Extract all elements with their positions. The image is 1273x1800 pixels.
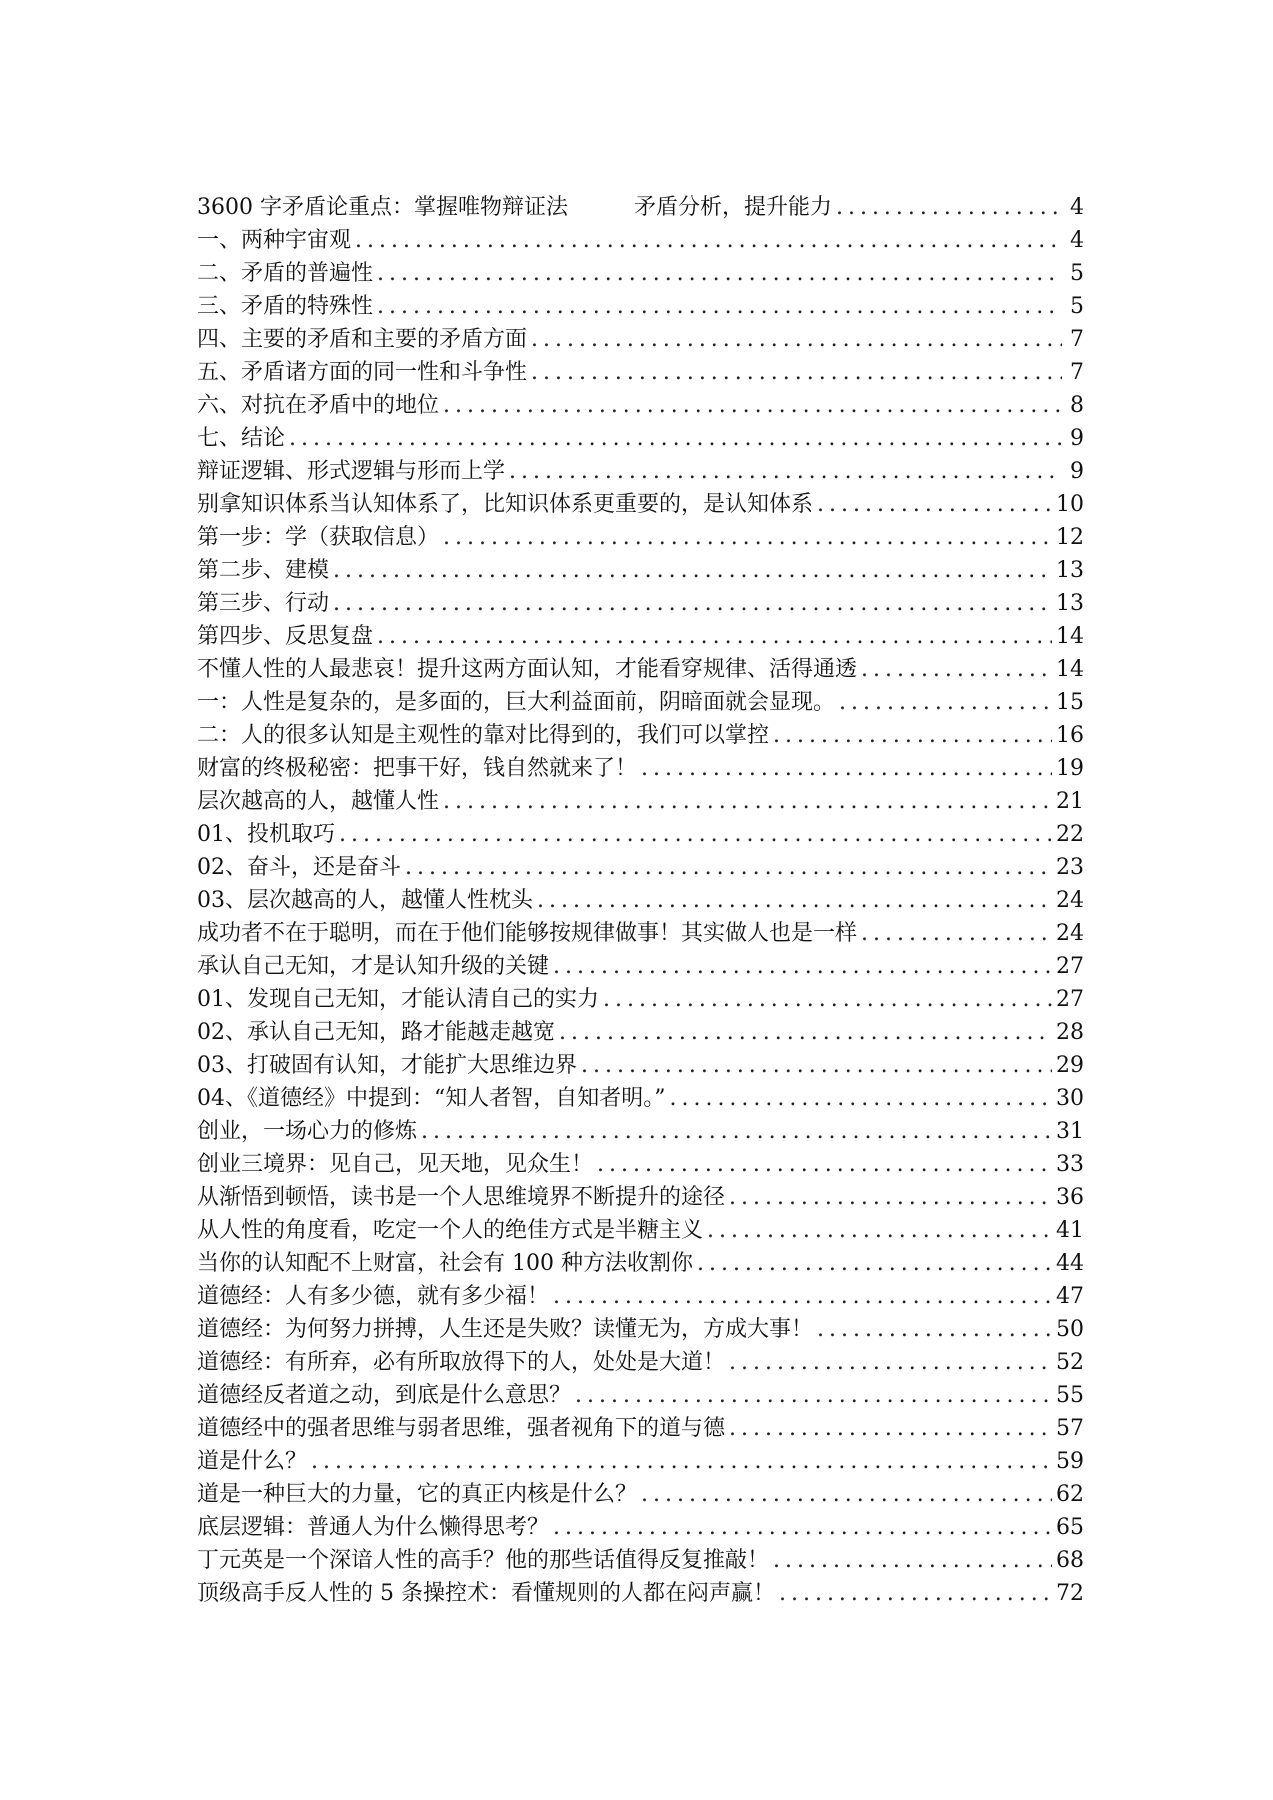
- toc-entry-title: 道德经：有所弃，必有所取放得下的人，处处是大道！: [197, 1350, 726, 1375]
- toc-dot-leader: [443, 785, 1052, 818]
- toc-entry-page-number: 27: [1056, 987, 1084, 1012]
- toc-entry-page-number: 50: [1056, 1317, 1084, 1342]
- toc-entry-title: 从渐悟到顿悟，读书是一个人思维境界不断提升的途径: [197, 1185, 726, 1210]
- toc-entry-page-number: 27: [1056, 954, 1084, 979]
- toc-entry-title: 二、矛盾的普遍性: [197, 261, 374, 286]
- toc-entry[interactable]: [197, 818, 1084, 851]
- toc-entry-page-number: 5: [1070, 261, 1084, 286]
- toc-entry-title: 一、两种宇宙观: [197, 228, 352, 253]
- toc-entry[interactable]: [197, 917, 1084, 950]
- toc-entry-title: 道德经：人有多少德，就有多少福！: [197, 1284, 550, 1309]
- toc-entry-page-number: 4: [1070, 228, 1084, 253]
- toc-entry[interactable]: [197, 752, 1084, 785]
- toc-entry-page-number: 55: [1056, 1383, 1084, 1408]
- toc-dot-leader: [603, 983, 1052, 1016]
- toc-entry-page-number: 9: [1070, 426, 1084, 451]
- toc-entry-page-number: 36: [1056, 1185, 1084, 1210]
- toc-dot-leader: [779, 1577, 1052, 1610]
- toc-entry-title: 不懂人性的人最悲哀！提升这两方面认知，才能看穿规律、活得通透: [197, 657, 858, 682]
- toc-entry-page-number: 12: [1056, 525, 1084, 550]
- toc-entry-page-number: 47: [1056, 1284, 1084, 1309]
- toc-entry[interactable]: [197, 587, 1084, 620]
- toc-entry-page-number: 28: [1056, 1020, 1084, 1045]
- toc-entry-page-number: 44: [1056, 1251, 1084, 1276]
- toc-dot-leader: [311, 1445, 1052, 1478]
- toc-entry-title: 02、奋斗，还是奋斗: [197, 855, 401, 880]
- toc-entry[interactable]: [197, 1478, 1084, 1511]
- toc-entry[interactable]: [197, 1577, 1084, 1610]
- toc-dot-leader: [355, 224, 1062, 257]
- toc-dot-leader: [421, 1115, 1052, 1148]
- toc-entry-page-number: 24: [1056, 888, 1084, 913]
- toc-entry[interactable]: [197, 950, 1084, 983]
- toc-entry[interactable]: [197, 422, 1084, 455]
- toc-entry-title: 七、结论: [197, 426, 286, 451]
- toc-dot-leader: [377, 620, 1052, 653]
- toc-entry-title: 从人性的角度看，吃定一个人的绝佳方式是半糖主义: [197, 1218, 704, 1243]
- toc-entry-title: 道德经反者道之动，到底是什么意思？: [197, 1383, 572, 1408]
- toc-entry-title: 03、打破固有认知，才能扩大思维边界: [197, 1053, 577, 1078]
- toc-dot-leader: [553, 1280, 1052, 1313]
- toc-entry-page-number: 24: [1056, 921, 1084, 946]
- toc-entry-title: 04、《道德经》中提到：“知人者智，自知者明。”: [197, 1086, 666, 1111]
- toc-entry-title: 层次越高的人，越懂人性: [197, 789, 440, 814]
- toc-entry-title: 四、主要的矛盾和主要的矛盾方面: [197, 327, 528, 352]
- toc-dot-leader: [729, 1412, 1052, 1445]
- toc-dot-leader: [537, 884, 1052, 917]
- toc-entry-title: 3600 字矛盾论重点：掌握唯物辩证法 矛盾分析，提升能力: [197, 195, 832, 220]
- toc-entry-title: 底层逻辑：普通人为什么懒得思考？: [197, 1515, 550, 1540]
- toc-entry[interactable]: [197, 488, 1084, 521]
- toc-entry-page-number: 4: [1070, 195, 1084, 220]
- toc-entry-page-number: 59: [1056, 1449, 1084, 1474]
- toc-entry-title: 道是什么？: [197, 1449, 308, 1474]
- toc-entry-title: 03、层次越高的人，越懂人性枕头: [197, 888, 533, 913]
- toc-dot-leader: [641, 752, 1052, 785]
- toc-entry-title: 承认自己无知，才是认知升级的关键: [197, 954, 550, 979]
- toc-dot-leader: [707, 1214, 1052, 1247]
- toc-dot-leader: [839, 686, 1052, 719]
- toc-entry[interactable]: [197, 1181, 1084, 1214]
- toc-entry-title: 第一步：学（获取信息）: [197, 525, 440, 550]
- toc-dot-leader: [729, 1181, 1052, 1214]
- toc-entry[interactable]: [197, 1412, 1084, 1445]
- toc-dot-leader: [443, 521, 1052, 554]
- toc-dot-leader: [339, 818, 1052, 851]
- toc-dot-leader: [670, 1082, 1053, 1115]
- toc-entry-page-number: 15: [1056, 690, 1084, 715]
- toc-entry-page-number: 62: [1056, 1482, 1084, 1507]
- toc-entry[interactable]: [197, 785, 1084, 818]
- toc-entry-page-number: 7: [1070, 360, 1084, 385]
- toc-entry-title: 成功者不在于聪明，而在于他们能够按规律做事！其实做人也是一样: [197, 921, 858, 946]
- toc-dot-leader: [333, 587, 1052, 620]
- toc-dot-leader: [773, 719, 1052, 752]
- toc-entry-page-number: 22: [1056, 822, 1084, 847]
- toc-entry[interactable]: [197, 1445, 1084, 1478]
- toc-entry[interactable]: [197, 521, 1084, 554]
- toc-entry-page-number: 29: [1056, 1053, 1084, 1078]
- toc-entry-page-number: 23: [1056, 855, 1084, 880]
- toc-dot-leader: [817, 488, 1052, 521]
- toc-entry-title: 顶级高手反人性的 5 条操控术：看懂规则的人都在闷声赢！: [197, 1581, 775, 1606]
- toc-dot-leader: [575, 1379, 1052, 1412]
- toc-entry-title: 01、发现自己无知，才能认清自己的实力: [197, 987, 599, 1012]
- toc-entry-title: 第三步、行动: [197, 591, 330, 616]
- toc-entry-page-number: 21: [1056, 789, 1084, 814]
- toc-entry[interactable]: [197, 224, 1084, 257]
- toc-entry[interactable]: [197, 884, 1084, 917]
- toc-entry-title: 别拿知识体系当认知体系了，比知识体系更重要的，是认知体系: [197, 492, 814, 517]
- toc-entry-page-number: 5: [1070, 294, 1084, 319]
- toc-entry-page-number: 10: [1056, 492, 1084, 517]
- toc-entry[interactable]: [197, 455, 1084, 488]
- toc-entry-page-number: 9: [1070, 459, 1084, 484]
- toc-entry[interactable]: [197, 290, 1084, 323]
- toc-dot-leader: [333, 554, 1052, 587]
- toc-entry[interactable]: [197, 389, 1084, 422]
- toc-dot-leader: [553, 950, 1052, 983]
- toc-entry-title: 一：人性是复杂的，是多面的，巨大利益面前，阴暗面就会显现。: [197, 690, 836, 715]
- toc-entry[interactable]: [197, 1379, 1084, 1412]
- toc-entry-page-number: 30: [1056, 1086, 1084, 1111]
- toc-entry-title: 道德经中的强者思维与弱者思维，强者视角下的道与德: [197, 1416, 726, 1441]
- toc-dot-leader: [531, 323, 1062, 356]
- toc-entry[interactable]: [197, 1115, 1084, 1148]
- toc-entry[interactable]: [197, 686, 1084, 719]
- toc-dot-leader: [773, 1544, 1052, 1577]
- toc-entry[interactable]: [197, 257, 1084, 290]
- toc-entry[interactable]: [197, 323, 1084, 356]
- toc-dot-leader: [553, 1511, 1052, 1544]
- toc-entry-title: 三、矛盾的特殊性: [197, 294, 374, 319]
- toc-entry[interactable]: [197, 1280, 1084, 1313]
- toc-dot-leader: [443, 389, 1062, 422]
- toc-entry-page-number: 13: [1056, 591, 1084, 616]
- toc-dot-leader: [641, 1478, 1052, 1511]
- toc-entry-page-number: 41: [1056, 1218, 1084, 1243]
- toc-dot-leader: [597, 1148, 1052, 1181]
- toc-entry[interactable]: [197, 851, 1084, 884]
- toc-entry-page-number: 7: [1070, 327, 1084, 352]
- toc-dot-leader: [861, 917, 1052, 950]
- toc-entry-page-number: 14: [1056, 624, 1084, 649]
- toc-entry[interactable]: [197, 1049, 1084, 1082]
- toc-dot-leader: [697, 1247, 1052, 1280]
- toc-entry-title: 五、矛盾诸方面的同一性和斗争性: [197, 360, 528, 385]
- toc-entry-title: 当你的认知配不上财富，社会有 100 种方法收割你: [197, 1251, 693, 1276]
- toc-entry[interactable]: [197, 356, 1084, 389]
- toc-dot-leader: [509, 455, 1062, 488]
- toc-entry[interactable]: [197, 1313, 1084, 1346]
- toc-dot-leader: [581, 1049, 1052, 1082]
- toc-entry-page-number: 65: [1056, 1515, 1084, 1540]
- toc-entry-page-number: 8: [1070, 393, 1084, 418]
- toc-entry[interactable]: [197, 1016, 1084, 1049]
- toc-entry[interactable]: [197, 1247, 1084, 1280]
- toc-dot-leader: [861, 653, 1052, 686]
- toc-entry-page-number: 52: [1056, 1350, 1084, 1375]
- toc-entry-page-number: 72: [1056, 1581, 1084, 1606]
- toc-entry-title: 道是一种巨大的力量，它的真正内核是什么？: [197, 1482, 638, 1507]
- toc-entry[interactable]: [197, 191, 1084, 224]
- toc-dot-leader: [377, 257, 1062, 290]
- toc-dot-leader: [559, 1016, 1052, 1049]
- toc-dot-leader: [729, 1346, 1052, 1379]
- toc-entry-title: 02、承认自己无知，路才能越走越宽: [197, 1020, 555, 1045]
- toc-entry-title: 创业，一场心力的修炼: [197, 1119, 418, 1144]
- toc-entry-page-number: 16: [1056, 723, 1084, 748]
- toc-entry[interactable]: [197, 1148, 1084, 1181]
- toc-entry[interactable]: [197, 1082, 1084, 1115]
- toc-entry-page-number: 33: [1056, 1152, 1084, 1177]
- toc-entry-page-number: 57: [1056, 1416, 1084, 1441]
- toc-dot-leader: [817, 1313, 1052, 1346]
- toc-dot-leader: [289, 422, 1062, 455]
- toc-entry-page-number: 68: [1056, 1548, 1084, 1573]
- toc-entry[interactable]: [197, 719, 1084, 752]
- toc-entry[interactable]: [197, 983, 1084, 1016]
- toc-entry-title: 第二步、建模: [197, 558, 330, 583]
- toc-entry-page-number: 19: [1056, 756, 1084, 781]
- toc-entry-title: 财富的终极秘密：把事干好，钱自然就来了！: [197, 756, 638, 781]
- toc-entry-title: 创业三境界：见自己，见天地，见众生！: [197, 1152, 594, 1177]
- toc-entry[interactable]: [197, 620, 1084, 653]
- toc-entry-title: 01、投机取巧: [197, 822, 335, 847]
- toc-entry-title: 第四步、反思复盘: [197, 624, 374, 649]
- toc-entry[interactable]: [197, 1544, 1084, 1577]
- toc-entry-page-number: 14: [1056, 657, 1084, 682]
- toc-entry[interactable]: [197, 1511, 1084, 1544]
- toc-entry-title: 丁元英是一个深谙人性的高手？他的那些话值得反复推敲！: [197, 1548, 770, 1573]
- toc-dot-leader: [531, 356, 1062, 389]
- toc-entry-title: 六、对抗在矛盾中的地位: [197, 393, 440, 418]
- toc-entry[interactable]: [197, 653, 1084, 686]
- toc-entry-title: 二：人的很多认知是主观性的靠对比得到的，我们可以掌控: [197, 723, 770, 748]
- toc-dot-leader: [836, 191, 1062, 224]
- toc-dot-leader: [377, 290, 1062, 323]
- table-of-contents: [197, 191, 1084, 1610]
- toc-entry[interactable]: [197, 1214, 1084, 1247]
- toc-entry-page-number: 13: [1056, 558, 1084, 583]
- toc-dot-leader: [405, 851, 1052, 884]
- toc-entry-title: 道德经：为何努力拼搏，人生还是失败？读懂无为，方成大事！: [197, 1317, 814, 1342]
- toc-entry[interactable]: [197, 1346, 1084, 1379]
- toc-entry[interactable]: [197, 554, 1084, 587]
- toc-entry-title: 辩证逻辑、形式逻辑与形而上学: [197, 459, 506, 484]
- toc-entry-page-number: 31: [1056, 1119, 1084, 1144]
